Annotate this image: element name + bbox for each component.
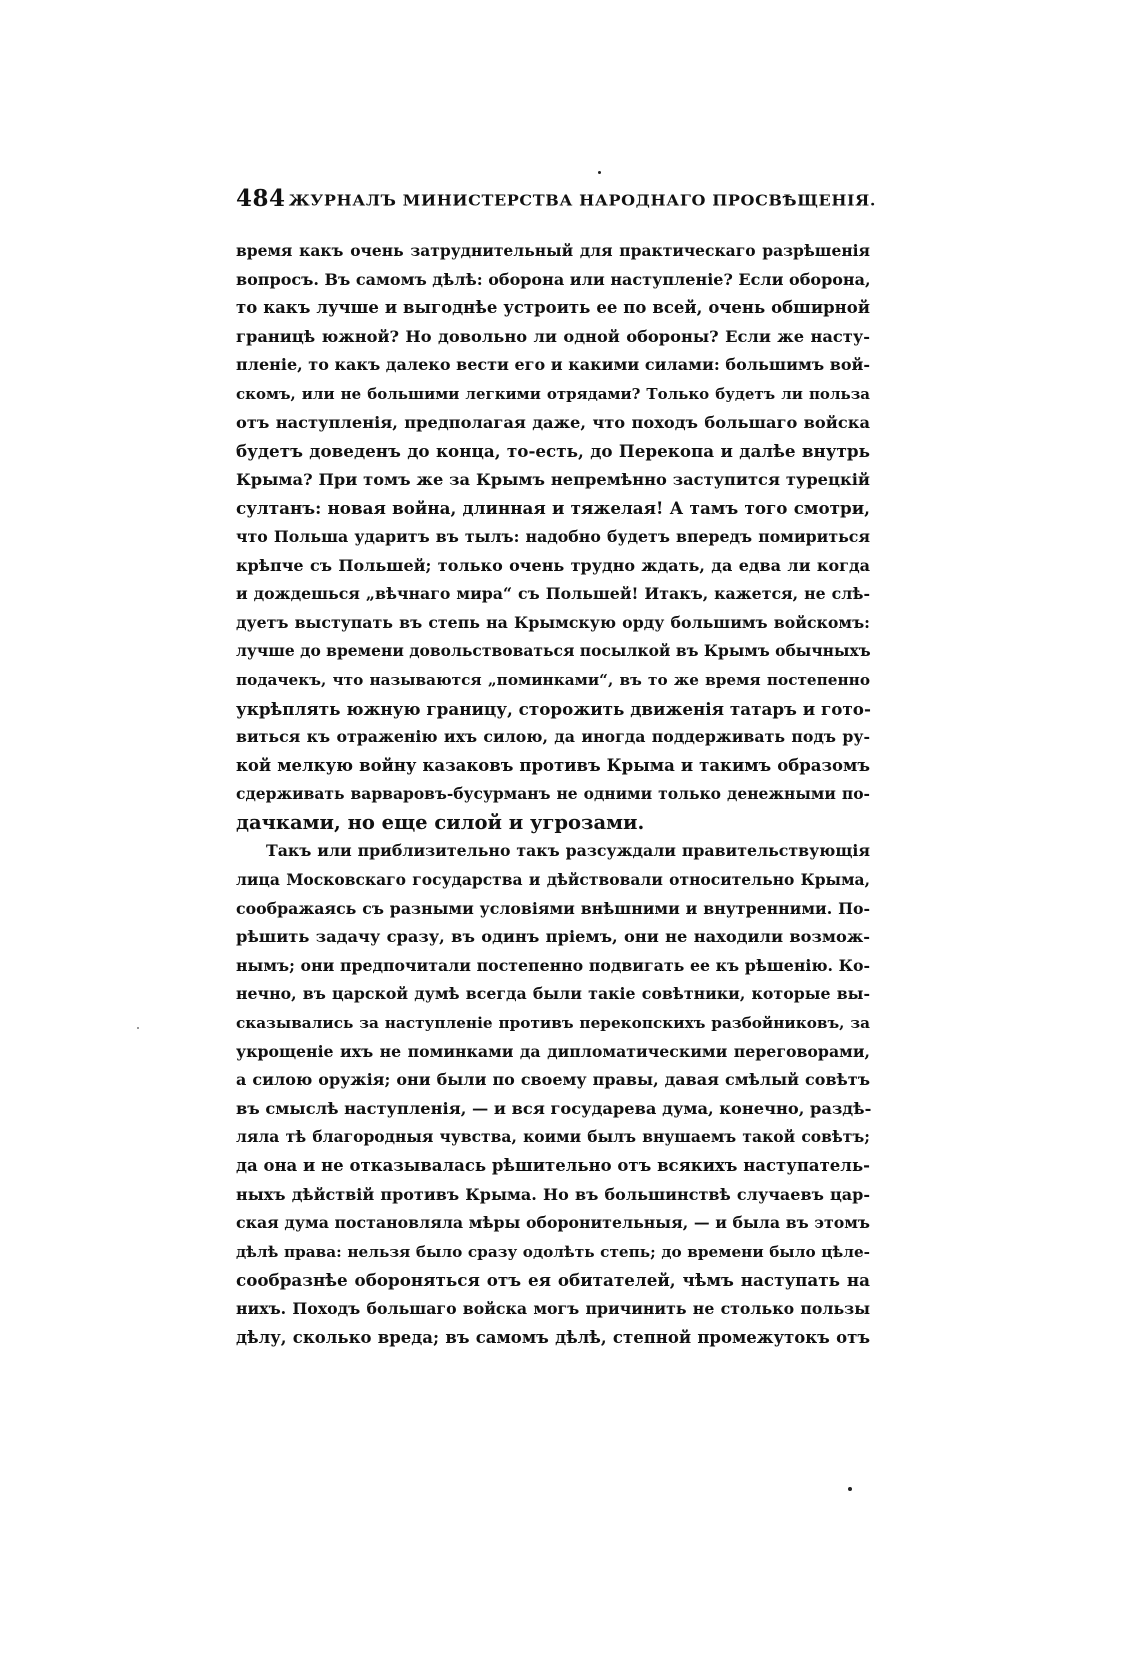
text-line: ляла тѣ благородныя чувства, коими былъ внушаемъ такой совѣтъ; [236,1127,870,1147]
text-line: то какъ лучше и выгоднѣе устроить ее по всей, очень обширной [236,298,870,318]
text-line: а силою оружія; они были по своему правы, давая смѣлый совѣтъ [236,1070,870,1090]
body-text [236,237,870,1352]
text-line: пленіе, то какъ далеко вести его и какими силами: большимъ вой- [236,355,870,375]
text-line: султанъ: новая война, длинная и тяжелая! А тамъ того смотри, [236,498,870,519]
text-line: рѣшить задачу сразу, въ одинъ пріемъ, они не находили возмож- [236,927,870,947]
text-line: лучше до времени довольствоваться посылкой въ Крымъ обычныхъ [236,641,871,661]
text-line: нымъ; они предпочитали постепенно подвигать ее къ рѣшенію. Ко- [236,955,870,975]
text-line: Такъ или приблизительно такъ разсуждали правительствующія [266,841,870,861]
page-number: 484 [236,185,286,212]
text-line: нечно, въ царской думѣ всегда были такіе совѣтники, которые вы- [236,984,870,1004]
text-line: укрощеніе ихъ не поминками да дипломатическими переговорами, [236,1041,870,1061]
text-line: виться къ отраженію ихъ силою, да иногда поддерживать подъ ру- [236,727,870,747]
text-line: кой мелкую войну казаковъ противъ Крыма и такимъ образомъ [236,755,870,775]
text-line: вопросъ. Въ самомъ дѣлѣ: оборона или наступленіе? Если оборона, [236,269,871,289]
text-line: дуетъ выступать въ степь на Крымскую орду большимъ войскомъ: [236,612,870,632]
text-line: сказывались за наступленіе противъ перекопскихъ разбойниковъ, за [236,1014,870,1033]
ink-speck [598,171,601,174]
text-line: что Польша ударитъ въ тылъ: надобно будетъ впередъ помириться [236,526,870,546]
paragraph-1 [236,237,870,837]
text-line: будетъ доведенъ до конца, то-есть, до Перекопа и далѣе внутрь [236,441,870,462]
text-line: скомъ, или не большими легкими отрядами? Только будетъ ли польза [236,384,870,403]
text-line: да она и не отказывалась рѣшительно отъ всякихъ наступатель- [236,1156,870,1175]
text-line: укрѣплять южную границу, сторожить движенія татаръ и гото- [236,698,871,719]
text-line: въ смыслѣ наступленія, — и вся государева дума, конечно, раздѣ- [236,1098,872,1118]
ink-speck [137,1027,139,1029]
text-line: дѣлѣ права: нельзя было сразу одолѣть степь; до времени было цѣле- [236,1242,870,1261]
text-line: дачками, но еще силой и угрозами. [236,810,645,834]
text-line: сообразнѣе обороняться отъ ея обитателей, чѣмъ наступать на [236,1270,870,1291]
text-line: крѣпче съ Польшей; только очень трудно ждать, да едва ли когда [236,555,870,575]
text-line: ская дума постановляла мѣры оборонительныя, — и была въ этомъ [236,1213,870,1233]
running-title: ЖУРНАЛЪ МИНИСТЕРСТВА НАРОДНАГО ПРОСВѢЩЕНІЯ. [288,191,876,210]
text-line: подачекъ, что называются „поминками“, въ то же время постепенно [236,670,870,689]
page-header [236,185,876,221]
ink-speck [848,1487,852,1491]
text-line: лица Московскаго государства и дѣйствовали относительно Крыма, [236,870,870,890]
text-line: и дождешься „вѣчнаго мира“ съ Польшей! Итакъ, кажется, не слѣ- [236,584,870,604]
text-line: соображаясь съ разными условіями внѣшними и внутренними. По- [236,898,870,918]
text-line: время какъ очень затруднительный для практическаго разрѣшенія [236,241,870,260]
text-line: границѣ южной? Но довольно ли одной обороны? Если же насту- [236,326,870,346]
text-line: ныхъ дѣйствій противъ Крыма. Но въ большинствѣ случаевъ цар- [236,1184,870,1204]
paragraph-2 [236,837,870,1352]
text-line: сдерживать варваровъ-бусурманъ не одними только денежными по- [236,784,870,804]
text-line: дѣлу, сколько вреда; въ самомъ дѣлѣ, степной промежутокъ отъ [236,1327,870,1347]
text-line: нихъ. Походъ большаго войска могъ причинить не столько пользы [236,1298,870,1318]
text-line: отъ наступленія, предполагая даже, что походъ большаго войска [236,412,870,432]
text-line: Крыма? При томъ же за Крымъ непремѣнно заступится турецкій [236,469,870,489]
